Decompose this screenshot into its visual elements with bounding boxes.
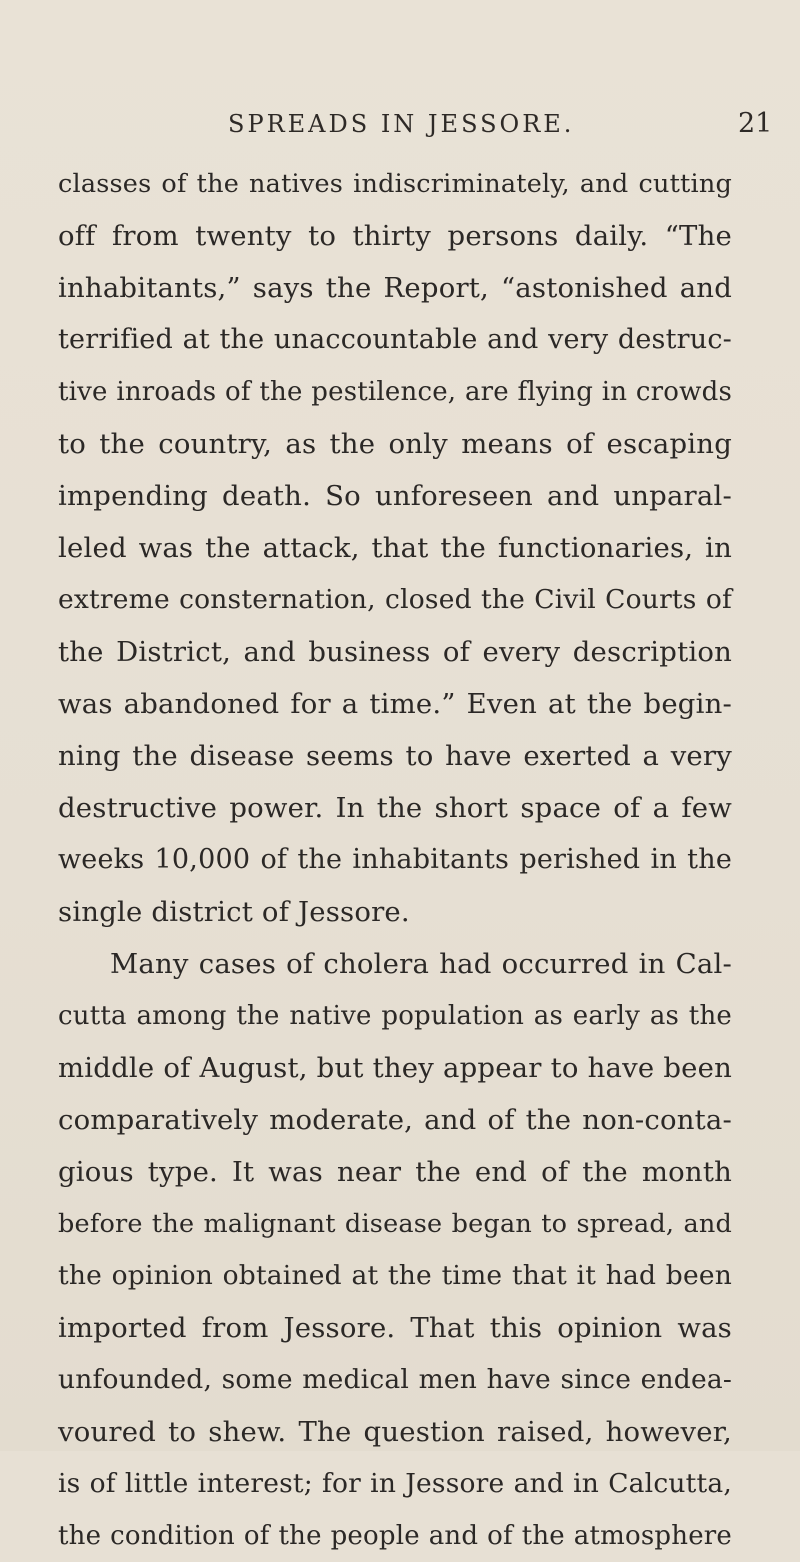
- text-line: gious type. It was near the end of the month: [58, 1156, 732, 1188]
- text-line: is of little interest; for in Jessore and in Calcutta,: [58, 1468, 732, 1499]
- text-line: unfounded, some medical men have since endea-: [58, 1364, 732, 1395]
- text-line: to the country, as the only means of escaping: [58, 428, 732, 460]
- text-line: off from twenty to thirty persons daily. “The: [58, 220, 732, 252]
- text-line: inhabitants,” says the Report, “astonished and: [58, 272, 732, 304]
- text-line: cutta among the native population as early as the: [58, 1001, 732, 1031]
- text-line: comparatively moderate, and of the non-conta-: [58, 1104, 732, 1136]
- text-line: the condition of the people and of the atmosphere: [58, 1521, 732, 1551]
- text-line: tive inroads of the pestilence, are flying in crowds: [58, 377, 732, 407]
- text-line: leled was the attack, that the functionaries, in: [58, 532, 732, 564]
- text-line: before the malignant disease began to spread, and: [58, 1209, 732, 1239]
- text-line: classes of the natives indiscriminately, and cutting: [58, 169, 732, 199]
- page-number: 21: [738, 108, 773, 139]
- text-line: ning the disease seems to have exerted a very: [58, 740, 732, 772]
- text-line: extreme consternation, closed the Civil Courts of: [58, 584, 732, 615]
- text-line: terrified at the unaccountable and very destruc-: [58, 324, 732, 355]
- page-header: [0, 104, 800, 144]
- running-title: SPREADS IN JESSORE.: [228, 110, 575, 138]
- text-line: destructive power. In the short space of a few: [58, 792, 732, 824]
- text-line: Many cases of cholera had occurred in Cal-: [110, 948, 732, 980]
- text-line: the District, and business of every description: [58, 636, 732, 668]
- text-line: middle of August, but they appear to have been: [58, 1052, 732, 1084]
- text-line: was abandoned for a time.” Even at the begin-: [58, 688, 732, 720]
- text-line: impending death. So unforeseen and unparal-: [58, 480, 732, 512]
- text-line: weeks 10,000 of the inhabitants perished in the: [58, 844, 732, 875]
- text-line: voured to shew. The question raised, however,: [58, 1416, 732, 1448]
- text-line: imported from Jessore. That this opinion was: [58, 1312, 732, 1344]
- text-line: single district of Jessore.: [58, 896, 410, 928]
- text-line: the opinion obtained at the time that it had been: [58, 1260, 732, 1291]
